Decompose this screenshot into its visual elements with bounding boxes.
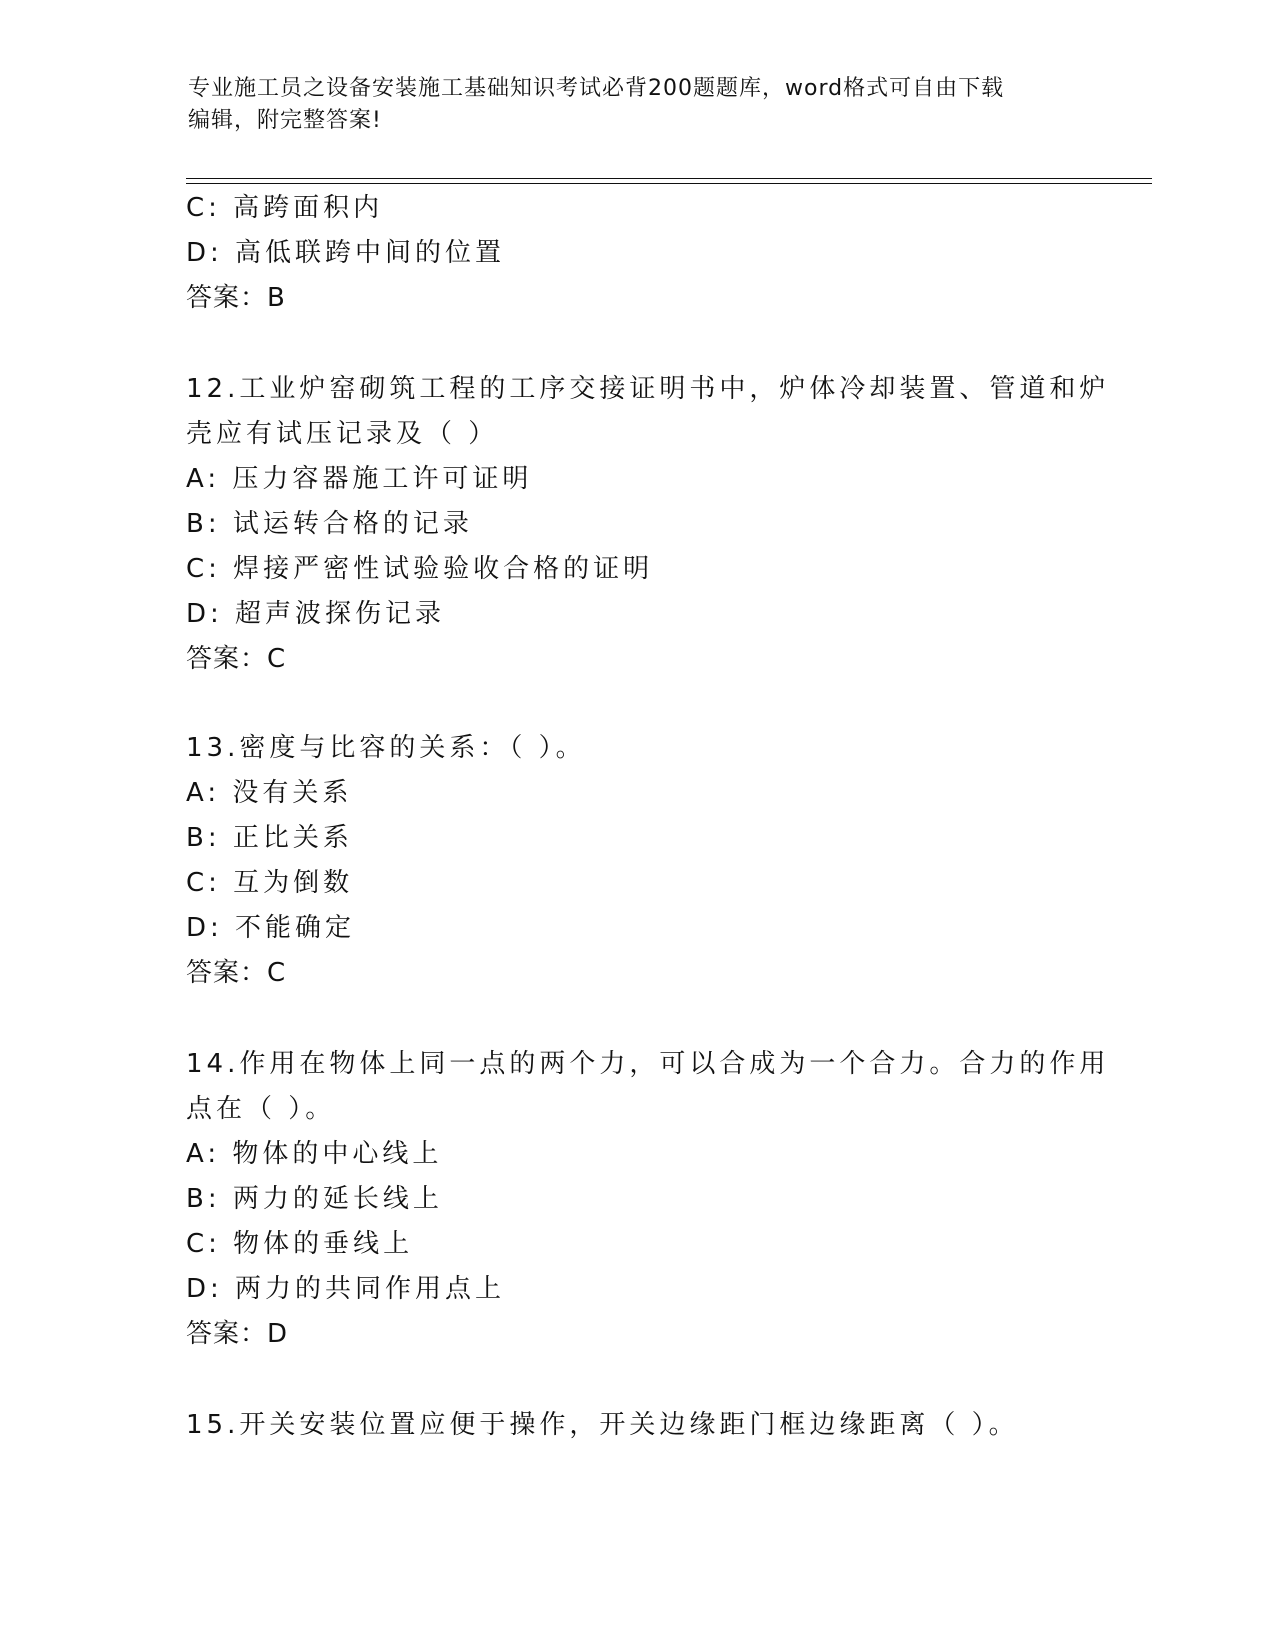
q11-answer: 答案：B bbox=[186, 283, 286, 313]
document-header bbox=[188, 73, 1088, 137]
q14-option-c: C: 物体的垂线上 bbox=[186, 1229, 414, 1259]
header-rule-top bbox=[186, 178, 1152, 179]
q12-option-c: C: 焊接严密性试验验收合格的证明 bbox=[186, 554, 654, 584]
q14-stem-line-1: 14.作用在物体上同一点的两个力，可以合成为一个合力。合力的作用 bbox=[186, 1049, 1110, 1079]
q13-option-b: B: 正比关系 bbox=[186, 823, 353, 853]
q12-option-b: B: 试运转合格的记录 bbox=[186, 509, 473, 539]
q15-stem-line-1: 15.开关安装位置应便于操作，开关边缘距门框边缘距离（ ）。 bbox=[186, 1410, 1019, 1440]
q14-option-d: D: 两力的共同作用点上 bbox=[186, 1274, 506, 1304]
q14-answer: 答案：D bbox=[186, 1319, 289, 1349]
q12-option-d: D: 超声波探伤记录 bbox=[186, 599, 446, 629]
q11-option-d: D: 高低联跨中间的位置 bbox=[186, 238, 506, 268]
q11-option-c: C: 高跨面积内 bbox=[186, 193, 384, 223]
q12-stem-line-1: 12.工业炉窑砌筑工程的工序交接证明书中，炉体冷却装置、管道和炉 bbox=[186, 374, 1110, 404]
q14-stem-line-2: 点在（ ）。 bbox=[186, 1094, 336, 1124]
q13-option-c: C: 互为倒数 bbox=[186, 868, 354, 898]
q13-stem-line-1: 13.密度与比容的关系：（ ）。 bbox=[186, 733, 586, 763]
q12-answer: 答案：C bbox=[186, 644, 287, 674]
q12-stem-line-2: 壳应有试压记录及（ ） bbox=[186, 419, 499, 449]
q13-option-d: D: 不能确定 bbox=[186, 913, 356, 943]
q14-option-b: B: 两力的延长线上 bbox=[186, 1184, 443, 1214]
header-line-1: 专业施工员之设备安装施工基础知识考试必背200题题库，word格式可自由下载 bbox=[188, 76, 1005, 101]
header-rule-bottom bbox=[186, 183, 1152, 184]
q13-answer: 答案：C bbox=[186, 958, 287, 988]
q12-option-a: A: 压力容器施工许可证明 bbox=[186, 464, 533, 494]
header-line-2: 编辑，附完整答案! bbox=[188, 108, 382, 133]
q14-option-a: A: 物体的中心线上 bbox=[186, 1139, 443, 1169]
q13-option-a: A: 没有关系 bbox=[186, 778, 353, 808]
